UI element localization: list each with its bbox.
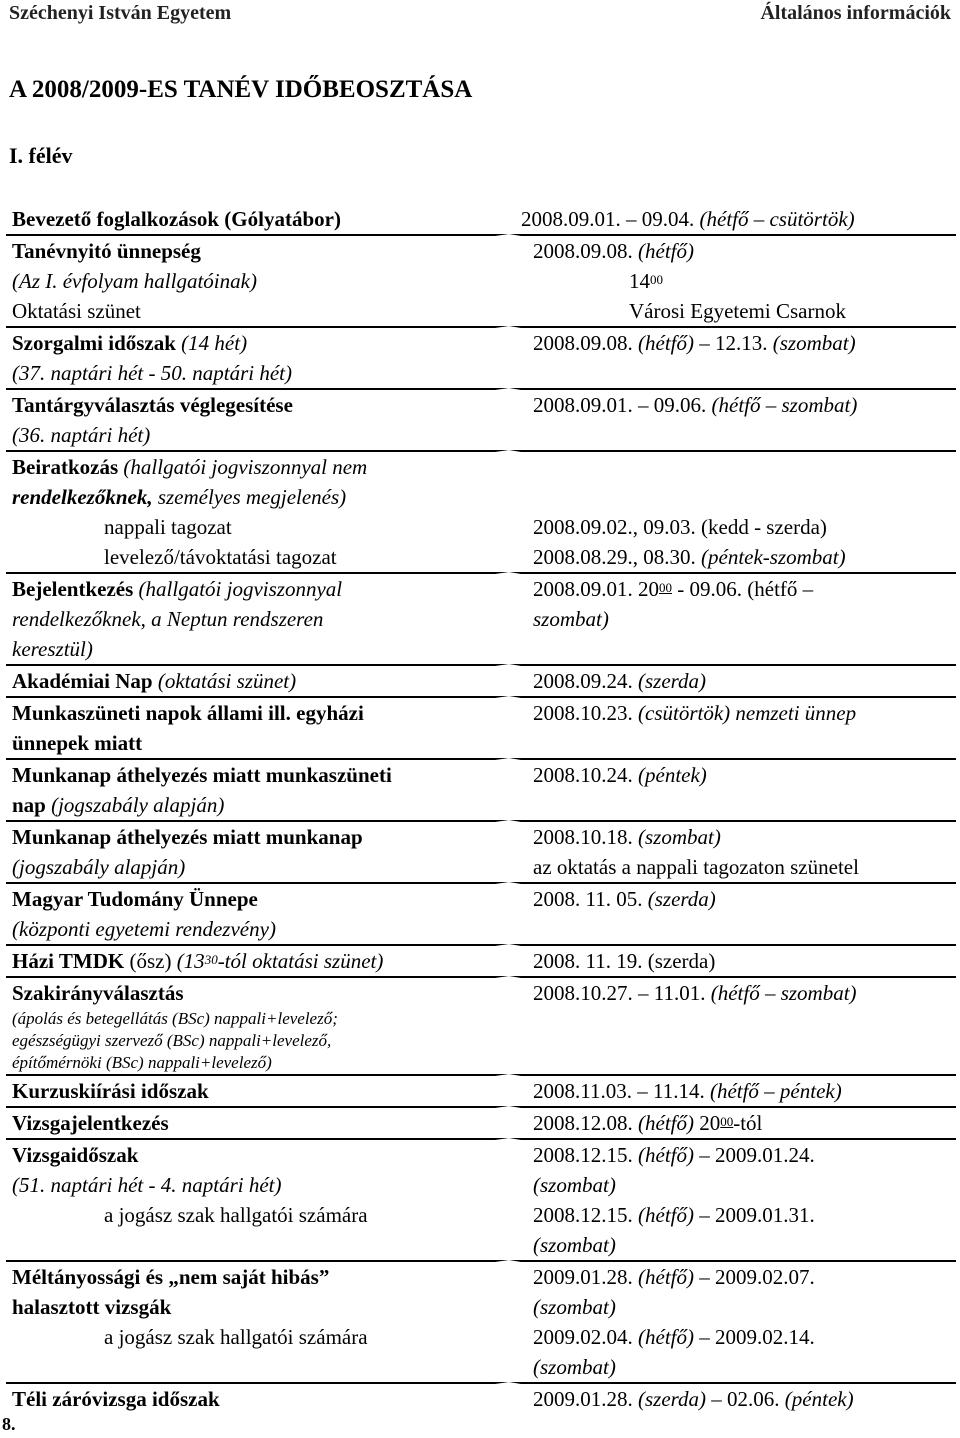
event-note: (13 xyxy=(176,949,205,973)
event-name: Téli záróvizsga időszak xyxy=(12,1387,220,1411)
date-value: – 02.06. xyxy=(711,1387,780,1411)
weekday: (péntek) xyxy=(638,763,707,787)
weekday: (szerda) xyxy=(638,669,707,693)
event-name-cont: halasztott vizsgák xyxy=(12,1295,172,1319)
date-cell xyxy=(509,1138,956,1260)
date-cell xyxy=(509,450,956,572)
weekday: (hétfő) xyxy=(638,1111,694,1135)
event-cell xyxy=(6,882,509,944)
table-row xyxy=(6,758,956,820)
date-value: 2008.09.08. xyxy=(533,331,633,355)
time-minutes: 00 xyxy=(720,1114,734,1129)
event-cell xyxy=(6,944,509,976)
date-value: 2008. 11. 05. xyxy=(533,887,643,911)
event-name: Méltányossági és „nem saját hibás” xyxy=(12,1265,330,1289)
event-note: Oktatási szünet xyxy=(12,299,141,323)
date-value: – 2009.02.14. xyxy=(699,1325,815,1349)
table-row xyxy=(6,326,956,388)
event-name: Tantárgyválasztás véglegesítése xyxy=(12,393,293,417)
event-name: Szorgalmi időszak xyxy=(12,331,176,355)
date-value: – 2009.02.07. xyxy=(699,1265,815,1289)
weekday: (hétfő) xyxy=(638,1143,694,1167)
weekday: (hétfő) xyxy=(638,331,694,355)
schedule-table xyxy=(6,204,956,1414)
event-cell xyxy=(6,1260,509,1382)
table-row xyxy=(6,976,956,1074)
event-cell xyxy=(6,326,509,388)
event-note: (oktatási szünet) xyxy=(157,669,297,693)
date-cell xyxy=(509,944,956,976)
event-note: (hallgatói jogviszonnyal nem xyxy=(123,455,368,479)
weekday: (kedd - szerda) xyxy=(701,515,827,539)
date-value: - 09.06. xyxy=(672,577,742,601)
time-value: 14 xyxy=(629,269,650,293)
weekday: (hétfő) xyxy=(638,1325,694,1349)
weekday: (hétfő) xyxy=(638,1265,694,1289)
event-note: rendelkezőknek, xyxy=(12,485,153,509)
table-row xyxy=(6,1074,956,1106)
event-note: (ősz) xyxy=(129,949,172,973)
table-row xyxy=(6,572,956,664)
date-value: 2008.10.24. xyxy=(533,763,633,787)
date-value: 2008.12.08. xyxy=(533,1111,633,1135)
time-minutes: 00 xyxy=(650,272,663,287)
date-cell xyxy=(509,1106,956,1138)
date-value: 2008.09.24. xyxy=(533,669,633,693)
weekday: szombat) xyxy=(533,607,609,631)
date-value: 2008.08.29., 08.30. xyxy=(533,545,696,569)
event-name-cont: nap xyxy=(12,793,46,817)
date-value: 2008.09.01. 20 xyxy=(533,577,659,601)
weekday: (szombat) xyxy=(533,1355,616,1379)
law-students-note: a jogász szak hallgatói számára xyxy=(104,1325,368,1349)
date-value: 2009.01.28. xyxy=(533,1265,633,1289)
event-name: Vizsgajelentkezés xyxy=(12,1111,169,1135)
table-row xyxy=(6,204,956,234)
venue: Városi Egyetemi Csarnok xyxy=(629,299,846,323)
date-cell xyxy=(509,696,956,758)
date-value: 2009.02.04. xyxy=(533,1325,633,1349)
weekday: (hétfő – xyxy=(747,577,814,601)
date-value: 2008. 11. 19. (szerda) xyxy=(533,949,716,973)
event-note: (ápolás és betegellátás (BSc) nappali+levelező; xyxy=(12,1009,338,1028)
weekday: (szombat) xyxy=(533,1295,616,1319)
event-name: Bevezető foglalkozások (Gólyatábor) xyxy=(12,207,341,231)
table-row xyxy=(6,1106,956,1138)
weekday: (szombat) xyxy=(533,1233,616,1257)
table-row xyxy=(6,882,956,944)
track-daytime: nappali tagozat xyxy=(104,515,232,539)
event-note: építőmérnöki (BSc) nappali+levelező) xyxy=(12,1053,272,1072)
date-value: 2008.11.03. – 11.14. xyxy=(533,1079,705,1103)
event-note: (jogszabály alapján) xyxy=(51,793,225,817)
event-name: Bejelentkezés xyxy=(12,577,134,601)
date-value: 2008.12.15. xyxy=(533,1143,633,1167)
event-note: (51. naptári hét - 4. naptári hét) xyxy=(12,1173,282,1197)
date-cell xyxy=(509,882,956,944)
event-cell xyxy=(6,1138,509,1260)
event-note: (37. naptári hét - 50. naptári hét) xyxy=(12,361,292,385)
date-cell xyxy=(509,388,956,450)
event-cell xyxy=(6,1074,509,1106)
date-cell xyxy=(509,234,956,326)
event-note: (központi egyetemi rendezvény) xyxy=(12,917,276,941)
table-row xyxy=(6,450,956,572)
event-name: Tanévnyitó ünnepség xyxy=(12,239,201,263)
event-cell xyxy=(6,696,509,758)
track-correspondence: levelező/távoktatási tagozat xyxy=(104,545,337,569)
time-minutes: 00 xyxy=(659,580,672,595)
date-cell xyxy=(509,572,956,664)
date-value: 2008.12.15. xyxy=(533,1203,633,1227)
table-row xyxy=(6,234,956,326)
table-row xyxy=(6,1382,956,1414)
date-cell xyxy=(509,1260,956,1382)
event-name: Magyar Tudomány Ünnepe xyxy=(12,887,258,911)
weekday: (hétfő – szombat) xyxy=(710,981,857,1005)
weekday: (hétfő – szombat) xyxy=(711,393,858,417)
table-row xyxy=(6,1138,956,1260)
event-cell xyxy=(6,388,509,450)
date-note: az oktatás a nappali tagozaton szünetel xyxy=(533,855,859,879)
header-university: Széchenyi István Egyetem xyxy=(9,2,232,24)
weekday: (szombat) xyxy=(772,331,856,355)
event-name: Házi TMDK xyxy=(12,949,125,973)
date-cell xyxy=(509,664,956,696)
date-value: – 12.13. xyxy=(699,331,768,355)
weekday: (péntek) xyxy=(784,1387,854,1411)
event-name: Munkaszüneti napok állami ill. egyházi xyxy=(12,701,364,725)
event-name-cont: ünnepek miatt xyxy=(12,731,143,755)
time-suffix: -tól xyxy=(733,1111,763,1135)
weekday: (szerda) xyxy=(647,887,716,911)
event-note: -tól oktatási szünet) xyxy=(217,949,384,973)
event-cell xyxy=(6,664,509,696)
event-cell xyxy=(6,204,509,234)
weekday: (hétfő – csütörtök) xyxy=(699,207,855,231)
event-name: Vizsgaidőszak xyxy=(12,1143,139,1167)
date-cell xyxy=(509,1382,956,1414)
event-cell xyxy=(6,758,509,820)
time-minutes: 30 xyxy=(204,952,218,967)
date-value: 2008.10.18. xyxy=(533,825,633,849)
event-cell xyxy=(6,976,509,1074)
event-note: rendelkezőknek, a Neptun rendszeren xyxy=(12,607,324,631)
table-row xyxy=(6,944,956,976)
table-row xyxy=(6,820,956,882)
date-value: – 2009.01.31. xyxy=(699,1203,815,1227)
date-value: 2008.09.08. xyxy=(533,239,633,263)
event-name: Munkanap áthelyezés miatt munkanap xyxy=(12,825,363,849)
event-name: Beiratkozás xyxy=(12,455,119,479)
date-cell xyxy=(509,1074,956,1106)
date-cell xyxy=(509,204,956,234)
event-cell xyxy=(6,450,509,572)
date-value: 2009.01.28. xyxy=(533,1387,633,1411)
event-note: (jogszabály alapján) xyxy=(12,855,186,879)
event-name: Szakirányválasztás xyxy=(12,981,184,1005)
date-value: 2008.09.01. – 09.04. xyxy=(521,207,695,231)
date-cell xyxy=(509,820,956,882)
event-cell xyxy=(6,1106,509,1138)
weekday: (szombat) xyxy=(533,1173,616,1197)
header-section: Általános információk xyxy=(760,2,951,24)
weekday: (szombat) xyxy=(638,825,721,849)
event-cell xyxy=(6,1382,509,1414)
page-header xyxy=(9,2,951,30)
weekday: (hétfő – péntek) xyxy=(709,1079,842,1103)
weekday: (hétfő) xyxy=(638,239,694,263)
time-value: 20 xyxy=(699,1111,721,1135)
event-note: személyes megjelenés) xyxy=(157,485,347,509)
event-name: Kurzuskiírási időszak xyxy=(12,1079,209,1103)
date-value: 2008.10.23. xyxy=(533,701,633,725)
event-cell xyxy=(6,234,509,326)
date-value: 2008.09.01. – 09.06. xyxy=(533,393,707,417)
date-cell xyxy=(509,758,956,820)
law-students-note: a jogász szak hallgatói számára xyxy=(104,1203,368,1227)
date-value: 2008.09.02., 09.03. xyxy=(533,515,696,539)
date-cell xyxy=(509,326,956,388)
event-note: keresztül) xyxy=(12,637,93,661)
event-note: (hallgatói jogviszonnyal xyxy=(138,577,343,601)
event-name: Munkanap áthelyezés miatt munkaszüneti xyxy=(12,763,392,787)
table-row xyxy=(6,664,956,696)
date-value: – 2009.01.24. xyxy=(699,1143,815,1167)
event-note: egészségügyi szervező (BSc) nappali+levelező, xyxy=(12,1031,332,1050)
table-row xyxy=(6,696,956,758)
page-number: 8. xyxy=(2,1414,16,1434)
weekday: (csütörtök) nemzeti ünnep xyxy=(638,701,857,725)
event-cell xyxy=(6,572,509,664)
event-note: (Az I. évfolyam hallgatóinak) xyxy=(12,269,257,293)
semester-title: I. félév xyxy=(9,143,73,168)
event-name: Akadémiai Nap xyxy=(12,669,153,693)
table-row xyxy=(6,388,956,450)
date-cell xyxy=(509,976,956,1074)
weekday: (péntek-szombat) xyxy=(701,545,846,569)
weekday: (hétfő) xyxy=(638,1203,694,1227)
event-note: (36. naptári hét) xyxy=(12,423,151,447)
weekday: (szerda) xyxy=(638,1387,707,1411)
event-cell xyxy=(6,820,509,882)
page-title: A 2008/2009-ES TANÉV IDŐBEOSZTÁSA xyxy=(9,76,473,103)
event-note: (14 hét) xyxy=(181,331,248,355)
table-row xyxy=(6,1260,956,1382)
date-value: 2008.10.27. – 11.01. xyxy=(533,981,706,1005)
